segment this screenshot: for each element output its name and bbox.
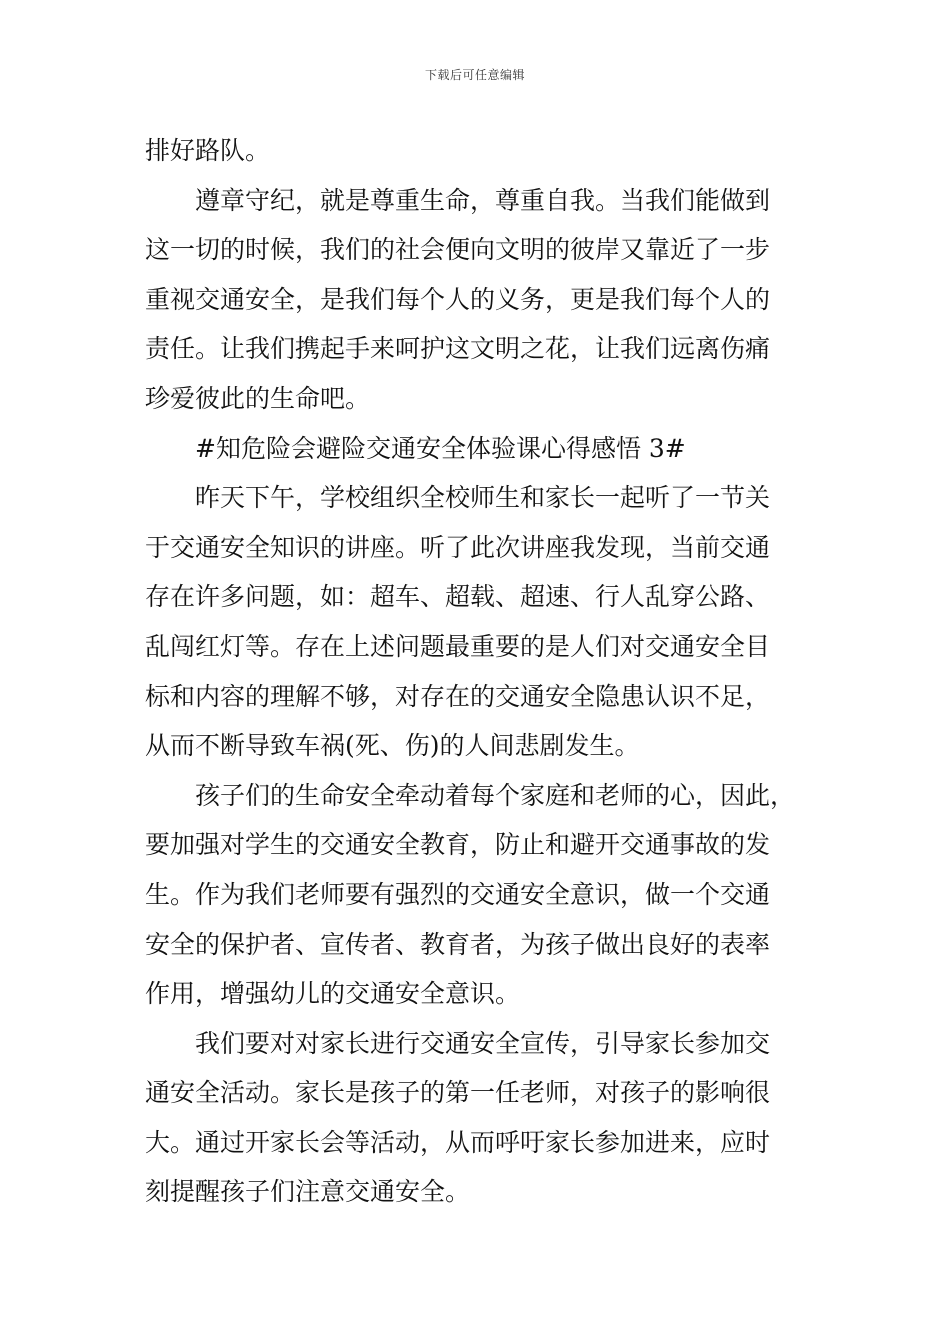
text-line: 排好路队。: [145, 136, 271, 165]
text-line: 这一切的时候，我们的社会便向文明的彼岸又靠近了一步: [145, 235, 771, 265]
text-line: 于交通安全知识的讲座。听了此次讲座我发现，当前交通: [145, 532, 771, 562]
document-body: [145, 126, 805, 1217]
text-line: 刻提醒孩子们注意交通安全。: [145, 1177, 471, 1207]
text-line: 从而不断导致车祸(死、伤)的人间悲剧发生。: [145, 731, 640, 761]
text-line: 重视交通安全，是我们每个人的义务，更是我们每个人的: [145, 284, 771, 314]
text-line: 乱闯红灯等。存在上述问题最重要的是人们对交通安全目: [145, 631, 771, 661]
text-line: 存在许多问题，如：超车、超载、超速、行人乱穿公路、: [145, 582, 771, 612]
text-line: 孩子们的生命安全牵动着每个家庭和老师的心，因此，: [195, 780, 796, 810]
text-line: 标和内容的理解不够，对存在的交通安全隐患认识不足，: [145, 681, 771, 711]
text-line: 我们要对对家长进行交通安全宣传，引导家长参加交: [195, 1028, 771, 1058]
text-line: 作用，增强幼儿的交通安全意识。: [145, 979, 521, 1009]
text-line: 昨天下午，学校组织全校师生和家长一起听了一节关: [195, 483, 771, 513]
text-line: 安全的保护者、宣传者、教育者，为孩子做出良好的表率: [145, 929, 771, 959]
text-line: 遵章守纪，就是尊重生命，尊重自我。当我们能做到: [195, 185, 771, 215]
page-header: 下载后可任意编辑: [424, 68, 525, 82]
text-line: 要加强对学生的交通安全教育，防止和避开交通事故的发: [145, 830, 771, 860]
text-line: 责任。让我们携起手来呵护这文明之花，让我们远离伤痛: [145, 334, 771, 364]
text-line: 珍爱彼此的生命吧。: [145, 383, 371, 413]
text-line: 通安全活动。家长是孩子的第一任老师，对孩子的影响很: [145, 1078, 771, 1108]
text-line: 生。作为我们老师要有强烈的交通安全意识，做一个交通: [145, 879, 771, 909]
section-heading: #知危险会避险交通安全体验课心得感悟 3#: [195, 433, 686, 463]
text-line: 大。通过开家长会等活动，从而呼吁家长参加进来，应时: [145, 1127, 771, 1157]
